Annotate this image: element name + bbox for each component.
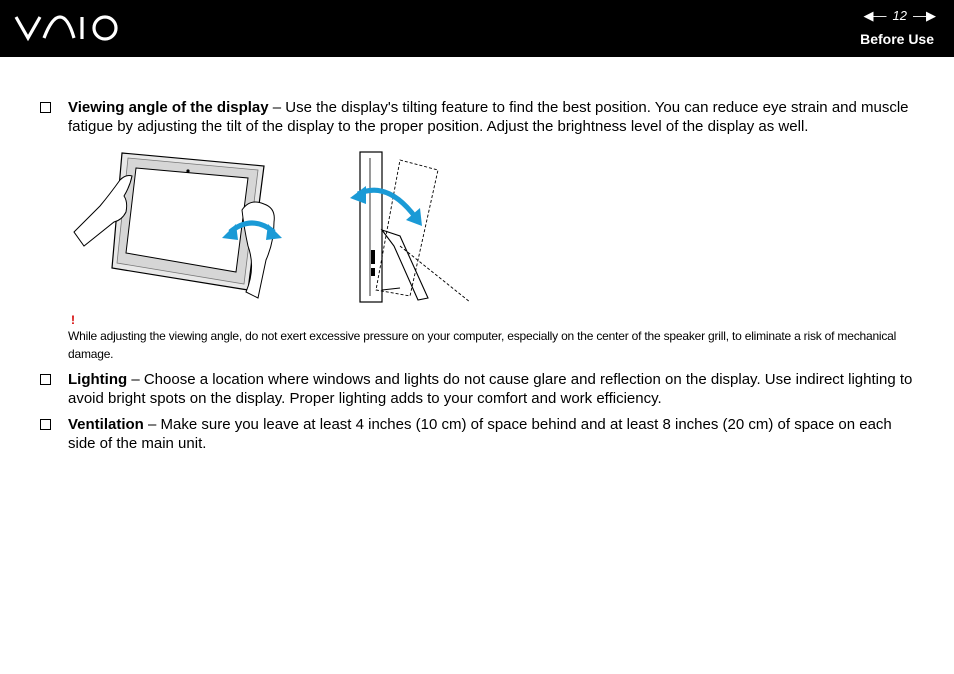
bullet-box-icon [40, 102, 51, 113]
section-title: Before Use [860, 31, 934, 47]
list-item-text [68, 370, 915, 408]
bullet-box-icon [40, 419, 51, 430]
previous-page-icon[interactable]: ◀— [863, 7, 887, 23]
page-header [0, 0, 954, 57]
front-view-display [112, 153, 264, 290]
list-item-body: – Choose a location where windows and lights do not cause glare and reflection on the display. Use indirect lighting to avoid bright spots on the display. Proper lighting adds to your comfort and work efficiency. [68, 371, 913, 407]
list-item-body: – Use the display's tilting feature to find the best position. You can reduce eye strain and muscle fatigue by adjusting the tilt of the display to the proper position. Adjust the brightness level of the display as well. [68, 99, 909, 135]
page-number: 12 [892, 8, 907, 23]
list-item-ventilation [40, 415, 915, 453]
list-item-lighting [40, 370, 915, 408]
list-item-term: Ventilation [68, 416, 144, 433]
list-item-viewing-angle [40, 98, 915, 136]
caution-note: While adjusting the viewing angle, do not exert excessive pressure on your computer, especially on the center of the speaker grill, to eliminate a risk of mechanical damage. [68, 329, 897, 361]
page-navigation [864, 8, 936, 23]
list-item-text [68, 98, 915, 136]
display-tilt-illustration [70, 150, 480, 308]
next-page-icon[interactable]: —▶ [913, 7, 936, 23]
list-item-body: – Make sure you leave at least 4 inches (10 cm) of space behind and at least 8 inches (20 cm) of space on each side of the main unit. [68, 416, 892, 452]
vaio-logo [14, 13, 120, 43]
list-item-text [68, 415, 915, 453]
side-view-display [360, 152, 470, 302]
list-item-term: Viewing angle of the display [68, 99, 269, 116]
bullet-box-icon [40, 374, 51, 385]
list-item-term: Lighting [68, 371, 128, 388]
warning-icon: ! [71, 313, 75, 327]
